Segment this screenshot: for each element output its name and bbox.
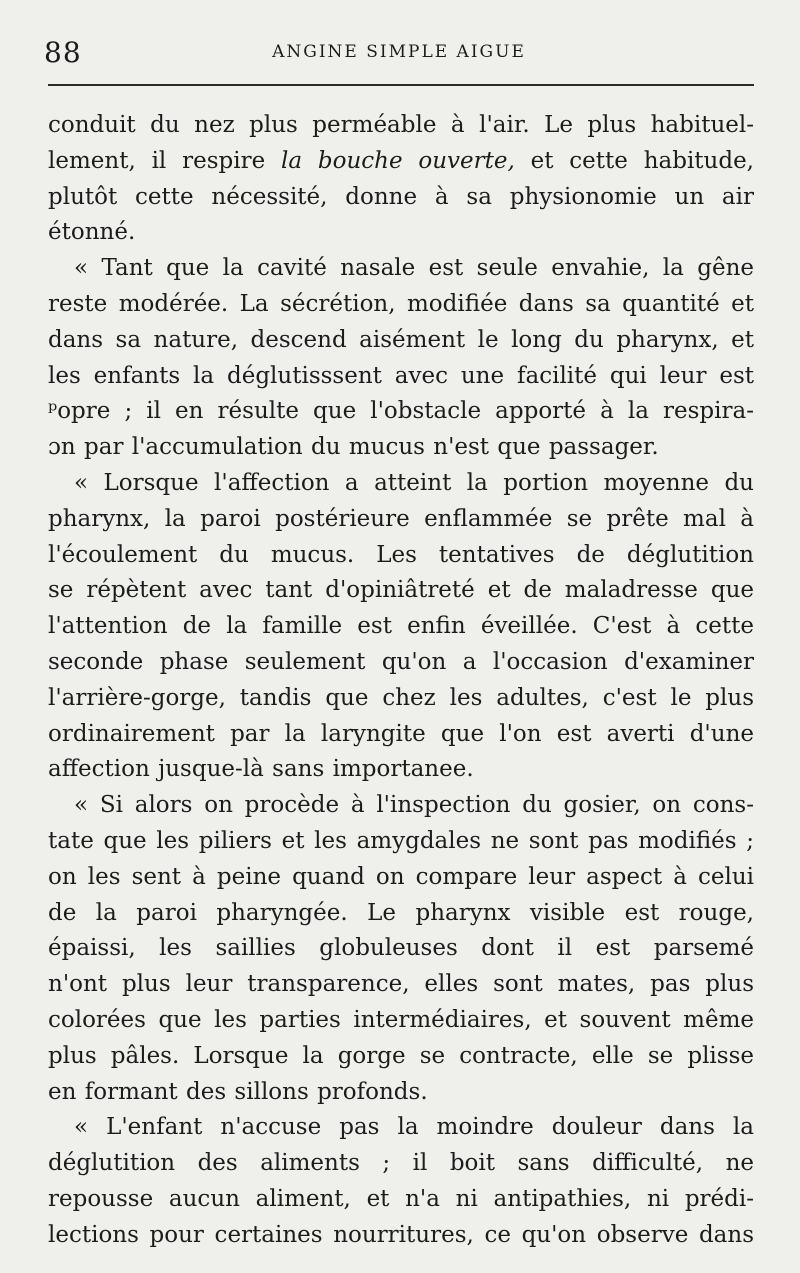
text-line: dans sa nature, descend aisément le long du pharynx, et <box>48 326 754 353</box>
text-line: épaissi, les saillies globuleuses dont il est parsemé <box>48 935 754 962</box>
text-line: l'écoulement du mucus. Les tentatives de déglutition <box>48 541 754 568</box>
text-line: étonné. <box>48 219 136 246</box>
body-text <box>48 108 754 1254</box>
text-run: lement, il respire <box>48 147 266 174</box>
text-line: en formant des sillons profonds. <box>48 1078 428 1105</box>
text-line: tate que les piliers et les amygdales ne sont pas modifiés ; <box>48 827 754 854</box>
text-line: colorées que les parties intermédiaires, et souvent même <box>48 1006 754 1033</box>
text-line: « Tant que la cavité nasale est seule envahie, la gêne <box>74 255 754 282</box>
text-line: lections pour certaines nourritures, ce qu'on observe dans <box>48 1221 754 1248</box>
text-line: ᵖopre ; il en résulte que l'obstacle apporté à la respira- <box>48 398 754 425</box>
text-line: « Si alors on procède à l'inspection du gosier, on cons- <box>74 792 754 819</box>
text-line: ordinairement par la laryngite que l'on est averti d'une <box>48 720 754 747</box>
running-head <box>44 30 754 70</box>
text-line: de la paroi pharyngée. Le pharynx visible est rouge, <box>48 899 754 926</box>
text-line <box>48 144 754 180</box>
text-line: l'attention de la famille est enfin éveillée. C'est à cette <box>48 613 754 640</box>
text-line: on les sent à peine quand on compare leur aspect à celui <box>48 863 754 890</box>
text-line: plus pâles. Lorsque la gorge se contracte, elle se plisse <box>48 1042 754 1069</box>
text-run: et cette habitude, <box>530 147 754 174</box>
text-line: repousse aucun aliment, et n'a ni antipathies, ni prédi- <box>48 1185 754 1212</box>
text-line: ɔn par l'accumulation du mucus n'est que passager. <box>48 434 659 461</box>
text-line: se répètent avec tant d'opiniâtreté et de maladresse que <box>48 577 754 604</box>
page-number: 88 <box>44 36 82 69</box>
text-line: les enfants la déglutisssent avec une facilité qui leur est <box>48 362 754 389</box>
italic-phrase: la bouche ouverte, <box>281 147 515 174</box>
text-line: affection jusque-là sans importanee. <box>48 756 474 783</box>
text-line: « Lorsque l'affection a atteint la portion moyenne du <box>74 469 754 496</box>
text-line: déglutition des aliments ; il boit sans difficulté, ne <box>48 1150 754 1177</box>
text-line: plutôt cette nécessité, donne à sa physionomie un air <box>48 183 754 210</box>
text-line: seconde phase seulement qu'on a l'occasion d'examiner <box>48 648 754 675</box>
text-line: « L'enfant n'accuse pas la moindre douleur dans la <box>74 1114 754 1141</box>
text-line: reste modérée. La sécrétion, modifiée dans sa quantité et <box>48 290 754 317</box>
text-line: conduit du nez plus perméable à l'air. Le plus habituel- <box>48 112 754 138</box>
text-line: l'arrière-gorge, tandis que chez les adultes, c'est le plus <box>48 684 754 711</box>
text-line: pharynx, la paroi postérieure enflammée se prête mal à <box>48 505 754 532</box>
text-line: n'ont plus leur transparence, elles sont mates, pas plus <box>48 971 754 998</box>
header-rule <box>48 84 754 86</box>
running-title: ANGINE SIMPLE AIGUE <box>272 42 526 62</box>
